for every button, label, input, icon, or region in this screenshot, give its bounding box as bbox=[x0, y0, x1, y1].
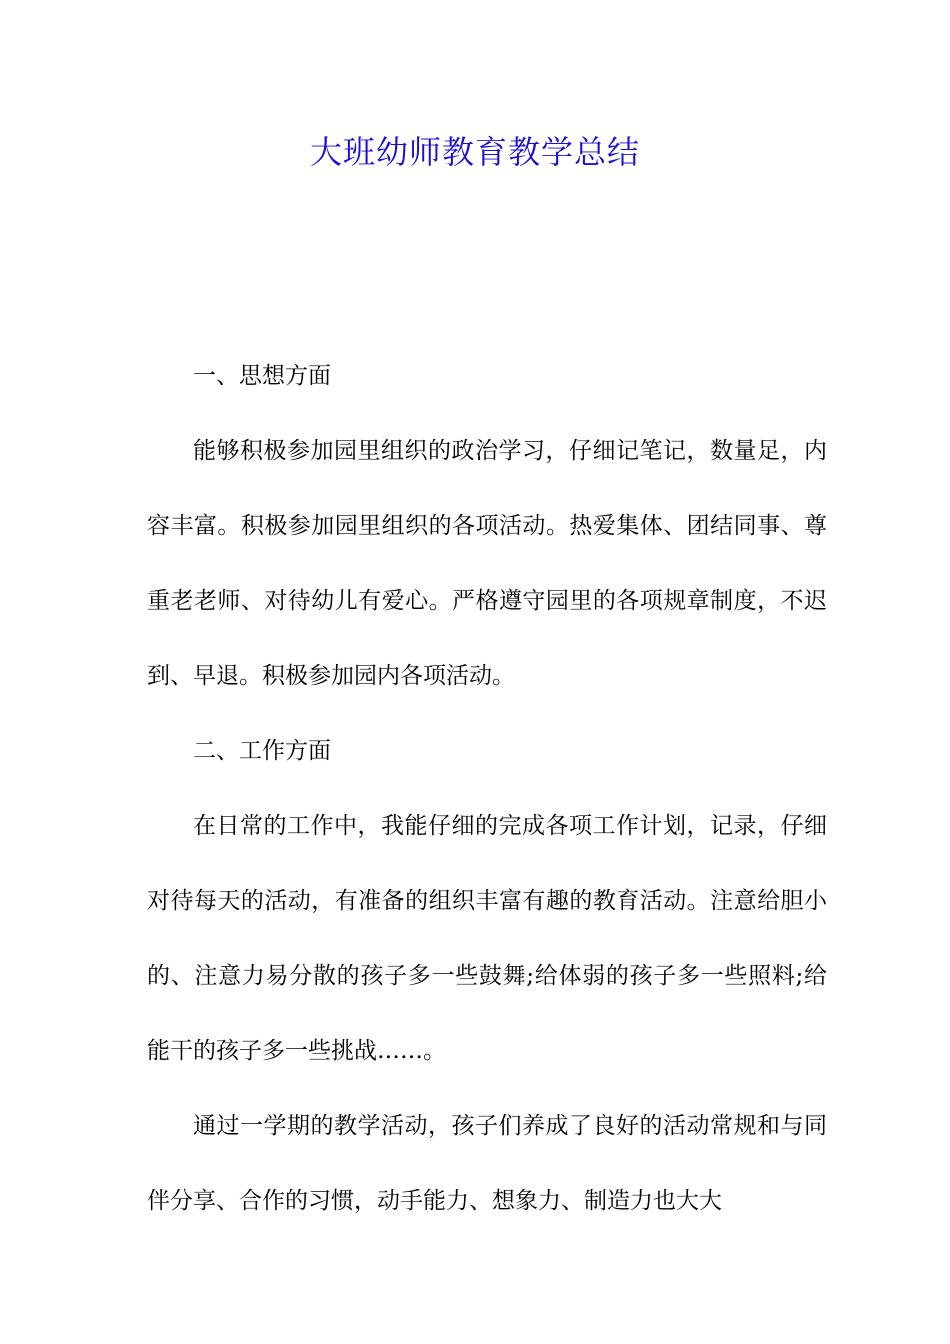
document-title: 大班幼师教育教学总结 bbox=[309, 133, 640, 171]
paragraph-thought: 能够积极参加园里组织的政治学习，仔细记笔记，数量足，内容丰富。积极参加园里组织的各项活动。热爱集体、团结同事、尊重老老师、对待幼儿有爱心。严格遵守园里的各项规章制度，不迟到、早退。积极参加园内各项活动。 bbox=[147, 438, 827, 689]
section-heading-work: 二、工作方面 bbox=[193, 738, 331, 764]
document-body bbox=[147, 339, 827, 1239]
paragraph-work-daily: 在日常的工作中，我能仔细的完成各项工作计划，记录，仔细对待每天的活动，有准备的组织丰富有趣的教育活动。注意给胆小的、注意力易分散的孩子多一些鼓舞;给体弱的孩子多一些照料;给能干的孩子多一些挑战……。 bbox=[147, 813, 827, 1064]
section-heading-thought: 一、思想方面 bbox=[193, 363, 331, 389]
paragraph-work-results: 通过一学期的教学活动，孩子们养成了良好的活动常规和与同伴分享、合作的习惯，动手能力、想象力、制造力也大大 bbox=[147, 1113, 827, 1214]
